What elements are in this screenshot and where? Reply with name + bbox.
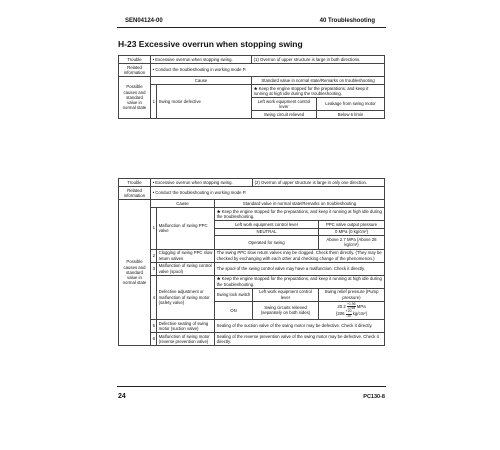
cause-number: 5 [151, 319, 157, 332]
neutral-cell: NEUTRAL [215, 228, 319, 236]
lever-header: Left work equipment control lever [252, 97, 317, 110]
cause-text: Malfunction of swing PPC valve [157, 207, 215, 249]
header-rule [117, 27, 386, 28]
keep-engine-note: ★ Keep the engine stopped for the preparations, and keep it running at high idle during the troubleshooting. [252, 84, 385, 97]
cause-4-row [119, 275, 385, 288]
cause-number: 3 [151, 262, 157, 275]
cause-text: Defective adjustment or malfunction of swing motor (safety valve) [157, 275, 215, 319]
cause-number: 1 [151, 84, 157, 118]
trouble-row [119, 179, 385, 187]
standard-header: Standard value in normal state/Remarks on troubleshooting [215, 199, 385, 207]
keep-engine-note: ★ Keep the engine stopped for the preparations, and keep it running at high idle during the troubleshooting. [215, 275, 385, 288]
cause-remark: The swing PPC slow return valves may be clogged. Check them directly. (They may be checked by exchanging with each other and checking change of the phenomenon.) [215, 249, 385, 262]
related-info: • Conduct the troubleshooting in working mode P. [151, 63, 385, 76]
cause-2-row [119, 249, 385, 262]
related-label: Related information [119, 186, 151, 199]
leakage-header: Leakage from swing motor [317, 97, 385, 110]
cause-1-row [119, 207, 385, 220]
cause-5-row [119, 319, 385, 332]
relief-header: Swing relief pressure (Pump pressure) [319, 288, 385, 301]
cause-number: 1 [151, 207, 157, 249]
cause-3-row [119, 262, 385, 275]
trouble-row [119, 56, 385, 64]
keep-engine-note: ★ Keep the engine stopped for the preparations, and keep it running at high idle during the troubleshooting. [215, 207, 385, 220]
relief-value: 20.2 $\frac{+1.96}{-0.98}$ MPa {206 $\frac{+20}{-10}$ kg/cm²} [319, 301, 385, 319]
lever-header: Left work equipment control lever [215, 220, 319, 228]
cause-6-row [119, 333, 385, 346]
doc-code: SEN04124-00 [125, 18, 163, 24]
cause-text: Defective sealing of swing motor (suction valve) [157, 319, 215, 332]
footer-rule [117, 386, 386, 387]
cause-text: Malfunction of swing motor (reverse prevention valve) [157, 333, 215, 346]
cause-number: 6 [151, 333, 157, 346]
page-number: 24 [118, 393, 126, 400]
model-code: PC130-8 [363, 394, 385, 400]
cause-text: Malfunction of swing control valve (spool) [157, 262, 215, 275]
troubleshooting-table-1 [118, 55, 385, 119]
page-title: H-23 Excessive overrun when stopping swing [118, 39, 303, 49]
leakage-value: Below 6 l/min [317, 110, 385, 118]
trouble-desc: • Excessive overrun when stopping swing. [151, 56, 252, 64]
relieved-cell: Swing circuit relieved [252, 110, 317, 118]
lever-header: Left work equipment control lever [253, 288, 319, 301]
possible-causes-label: Possible causes and standard value in normal state [119, 76, 151, 118]
possible-causes-label: Possible causes and standard value in normal state [119, 199, 151, 345]
operated-value: Above 2.7 MPa {Above 28 kg/cm²} [319, 236, 385, 249]
cause-text: Clogging of swing PPC slow return valves [157, 249, 215, 262]
lock-on-cell: ON [215, 301, 253, 319]
tolerance-kg: $\frac{+20}{-10}$ [345, 309, 352, 318]
header-row [119, 199, 385, 207]
trouble-desc: • Excessive overrun when stopping swing. [151, 179, 253, 187]
cause-remark: The spool of the swing control valve may have a malfunction. Check it directly. [215, 262, 385, 275]
cause-text: Swing motor defective [157, 84, 252, 118]
troubleshooting-table-2 [118, 178, 385, 346]
cause-number: 4 [151, 275, 157, 319]
circuit-cell: Swing circuits relieved (separately on both sides) [253, 301, 319, 319]
cause-remark: Sealing of the reverse prevention valve of the swing motor may be defective. Check it directly. [215, 333, 385, 346]
cause-number: 2 [151, 249, 157, 262]
related-row [119, 186, 385, 199]
standard-header: Standard value in normal state/Remarks on troubleshooting [252, 76, 385, 84]
tolerance-mpa: $\frac{+1.96}{-0.98}$ [346, 301, 356, 310]
trouble-label: Trouble [119, 56, 151, 64]
related-row [119, 63, 385, 76]
cause-header: Cause [151, 199, 215, 207]
cause-header: Cause [151, 76, 252, 84]
section-title: 40 Troubleshooting [319, 18, 375, 24]
related-info: • Conduct the troubleshooting in working mode P. [151, 186, 385, 199]
related-label: Related information [119, 63, 151, 76]
cause-remark: Sealing of the suction valve of the swing motor may be defective. Check it directly. [215, 319, 385, 332]
lock-switch-header: Swing lock switch [215, 288, 253, 301]
operated-cell: Operated for swing [215, 236, 319, 249]
header-row [119, 76, 385, 84]
neutral-value: 0 MPa {0 kg/cm²} [319, 228, 385, 236]
cause-row-1 [119, 84, 385, 97]
trouble-detail: (2) Overrun of upper structure is large in only one direction. [253, 179, 385, 187]
trouble-label: Trouble [119, 179, 151, 187]
trouble-detail: (1) Overrun of upper structure is large in both directions. [252, 56, 385, 64]
pressure-header: PPC valve output pressure [319, 220, 385, 228]
